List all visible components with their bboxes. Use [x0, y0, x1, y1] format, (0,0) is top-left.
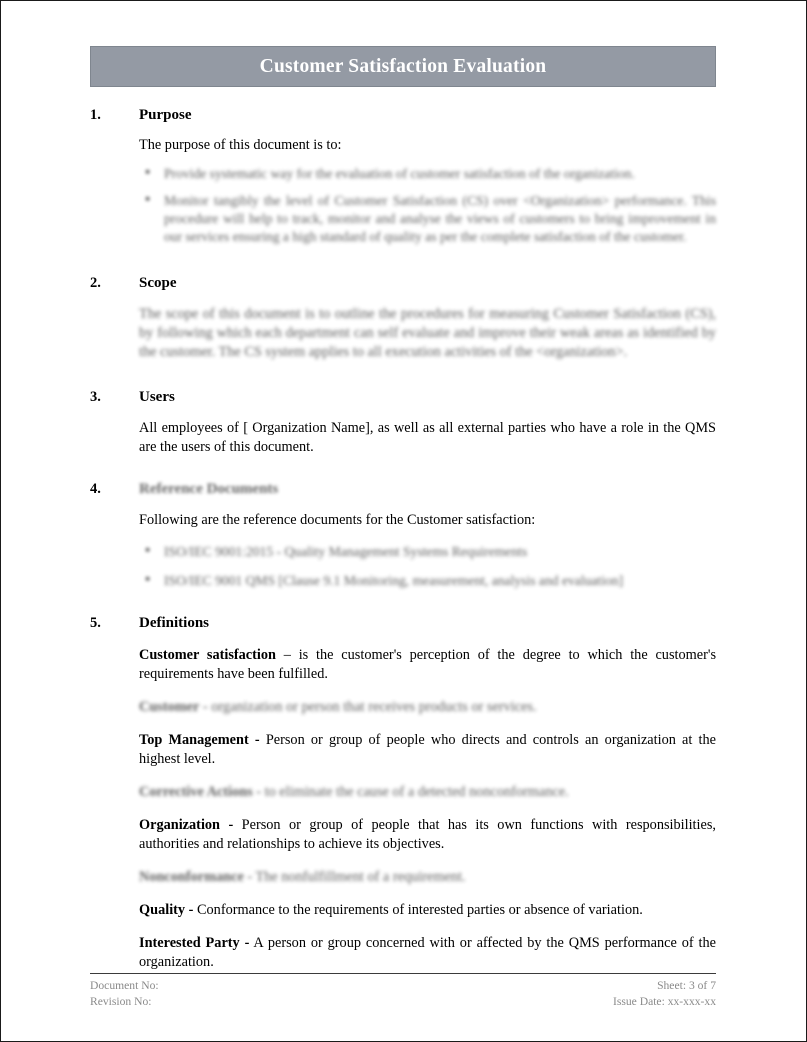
- definition-term: Nonconformance: [139, 869, 244, 886]
- definition-term: Top Management -: [139, 732, 260, 749]
- list-item: • ISO/IEC 9001:2015 - Quality Management Systems Requirements: [164, 543, 716, 561]
- page-footer: [90, 973, 716, 1010]
- page-title: Customer Satisfaction Evaluation: [259, 55, 547, 77]
- section-number: 2.: [90, 275, 101, 292]
- definition-term: Organization -: [139, 817, 234, 834]
- footer-issue-date: Issue Date: xx-xxx-xx: [612, 994, 716, 1008]
- section-users: [90, 389, 716, 457]
- section-number: 4.: [90, 481, 101, 498]
- list-item: • Monitor tangibly the level of Customer Satisfaction (CS) over <Organization> performance. This procedure will help to track, monitor and analyse the views of customers to bring improvement in our services ensuring a high standard of quality as per the complete satisfaction of the customer.: [164, 192, 716, 246]
- section-heading: Definitions: [139, 615, 210, 632]
- section-reference-documents: [90, 481, 716, 590]
- section-heading: Scope: [139, 275, 177, 292]
- definition-text: Person or group of people that has its own functions with responsibilities, authorities and relationships to achieve its objectives.: [139, 817, 716, 853]
- section-number: 5.: [90, 615, 101, 632]
- definition-text: - to eliminate the cause of a detected nonconformance.: [252, 784, 569, 801]
- scope-paragraph: The scope of this document is to outline the procedures for measuring Customer Satisfaction (CS), by following which each department can self evaluate and improve their weak areas as identified by the customer. The CS system applies to all execution activities of the <organization>.: [139, 306, 716, 361]
- footer-sheet-number: Sheet: 3 of 7: [657, 979, 716, 992]
- section-scope: [90, 275, 716, 362]
- definition-quality: [139, 901, 716, 920]
- definition-text: – is the customer's perception of the degree to which the customer's requirements have been fulfilled.: [139, 647, 717, 683]
- definition-term: Interested Party -: [139, 935, 250, 952]
- document-title-banner: [90, 46, 716, 87]
- purpose-intro: The purpose of this document is to:: [139, 137, 342, 153]
- purpose-bullet-list: [139, 165, 716, 246]
- document-content: [90, 1, 716, 972]
- definition-customer: [139, 698, 716, 717]
- definition-corrective-actions: [139, 783, 716, 802]
- section-number: 1.: [90, 107, 101, 123]
- section-heading: Reference Documents: [139, 481, 279, 498]
- definition-term: Corrective Actions: [139, 784, 253, 801]
- reference-intro: Following are the reference documents for the Customer satisfaction:: [139, 512, 536, 529]
- users-paragraph: All employees of [ Organization Name], as well as all external parties who have a role in the QMS are the users of this document.: [139, 420, 716, 456]
- definition-term: Quality -: [139, 902, 194, 919]
- definition-nonconformance: [139, 868, 716, 887]
- section-purpose: [90, 107, 716, 246]
- section-heading: Users: [139, 389, 175, 406]
- footer-document-no: Document No:: [90, 979, 159, 992]
- section-body: [139, 511, 716, 590]
- definition-text: - The nonfulfillment of a requirement.: [243, 869, 466, 886]
- section-definitions: [90, 615, 716, 972]
- footer-left: [90, 978, 159, 1010]
- definition-text: A person or group concerned with or affected by the QMS performance of the organization.: [139, 935, 716, 971]
- definition-text: Conformance to the requirements of interested parties or absence of variation.: [193, 902, 643, 919]
- definition-term: Customer: [139, 699, 200, 716]
- footer-revision-no: Revision No:: [90, 994, 152, 1008]
- list-item: • ISO/IEC 9001 QMS [Clause 9.1 Monitoring, measurement, analysis and evaluation]: [164, 572, 716, 590]
- footer-right: [613, 978, 716, 1010]
- list-item: • Provide systematic way for the evaluation of customer satisfaction of the organization.: [164, 165, 716, 183]
- definition-term: Customer satisfaction: [139, 647, 276, 664]
- reference-bullet-list: [139, 543, 716, 590]
- definition-customer-satisfaction: [139, 646, 716, 684]
- definition-top-management: [139, 731, 716, 769]
- section-body: [139, 646, 716, 972]
- definition-interested-party: [139, 934, 716, 972]
- section-number: 3.: [90, 389, 101, 406]
- section-body: [139, 305, 716, 362]
- section-body: [139, 419, 716, 457]
- section-heading: Purpose: [139, 107, 192, 123]
- definition-text: - organization or person that receives products or services.: [199, 699, 537, 716]
- section-body: [139, 136, 716, 246]
- definition-organization: [139, 816, 716, 854]
- definition-text: Person or group of people who directs and controls an organization at the highest level.: [139, 732, 717, 768]
